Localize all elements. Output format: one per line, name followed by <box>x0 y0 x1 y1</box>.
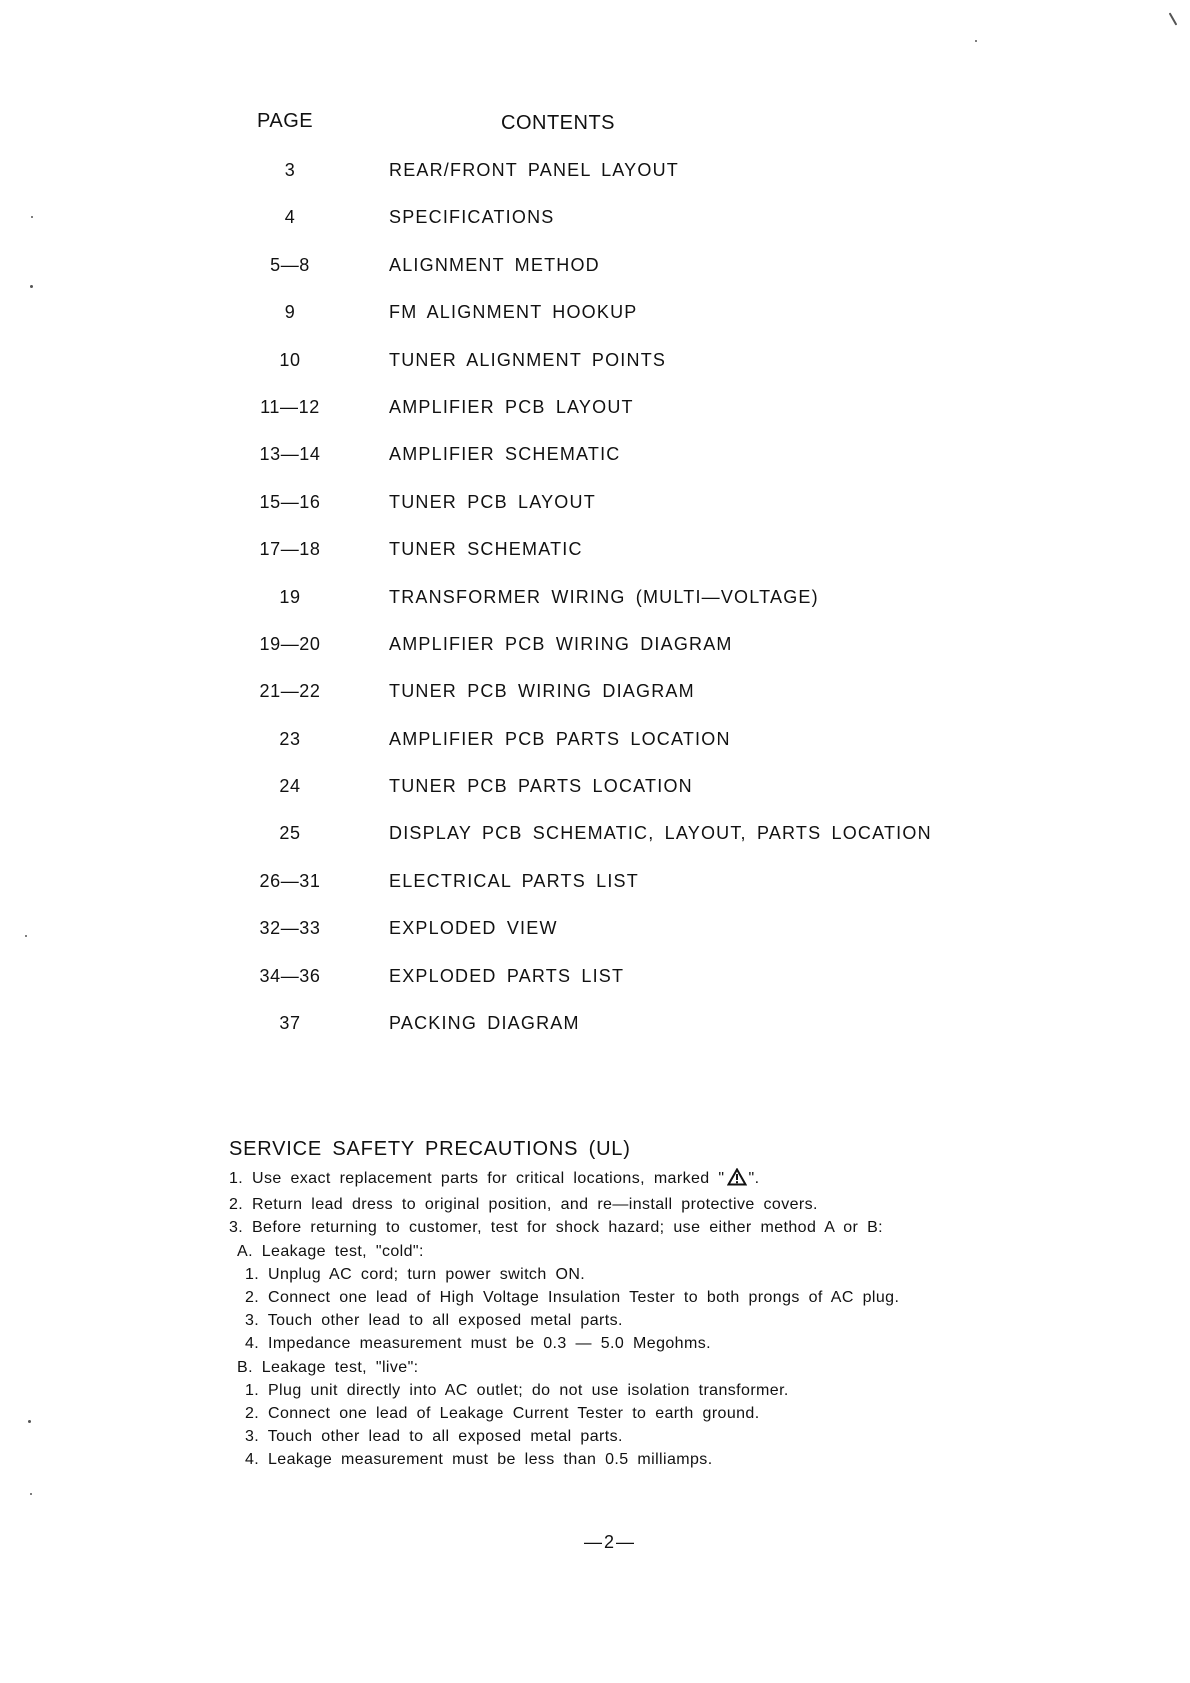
scan-speck <box>31 216 33 218</box>
method-b-step: 1. Plug unit directly into AC outlet; do not use isolation transformer. <box>245 1381 789 1399</box>
safety-item-3: 3. Before returning to customer, test for shock hazard; use either method A or B: <box>229 1219 884 1237</box>
method-a-step: 2. Connect one lead of High Voltage Insulation Tester to both prongs of AC plug. <box>245 1289 900 1307</box>
toc-page-number: 17—18 <box>259 539 321 560</box>
toc-page-number: 9 <box>284 302 296 323</box>
toc-title: TUNER PCB LAYOUT <box>389 491 596 512</box>
contents-column-header: CONTENTS <box>501 112 615 134</box>
toc-page-number: 19 <box>279 586 301 607</box>
safety-item-1 <box>229 1167 1029 1193</box>
toc-title: TUNER SCHEMATIC <box>389 539 583 560</box>
toc-page-number: 34—36 <box>259 965 321 986</box>
toc-row <box>245 675 1005 722</box>
toc-row <box>245 296 1005 343</box>
toc-header <box>257 110 857 140</box>
toc-title: REAR/FRONT PANEL LAYOUT <box>389 160 679 180</box>
method-b-heading: B. Leakage test, "live": <box>237 1358 419 1376</box>
safety-precautions-section <box>229 1138 1029 1472</box>
warning-triangle-icon <box>727 1168 747 1193</box>
toc-title: FM ALIGNMENT HOOKUP <box>389 302 638 323</box>
toc-row <box>245 723 1005 770</box>
toc-row <box>245 438 1005 485</box>
toc-row <box>245 154 1005 201</box>
method-b-step: 3. Touch other lead to all exposed metal parts. <box>245 1428 623 1446</box>
toc-row <box>245 486 1005 533</box>
toc-row <box>245 533 1005 580</box>
toc-page-number: 3 <box>284 160 296 180</box>
toc-page-number: 15—16 <box>259 491 321 512</box>
safety-item-1-text: 1. Use exact replacement parts for critical locations, marked " <box>229 1170 725 1187</box>
method-a-heading: A. Leakage test, "cold": <box>237 1242 424 1260</box>
toc-page-number: 32—33 <box>259 918 321 939</box>
method-a-step: 1. Unplug AC cord; turn power switch ON. <box>245 1265 586 1283</box>
toc-title: PACKING DIAGRAM <box>389 1013 580 1034</box>
toc-title: AMPLIFIER SCHEMATIC <box>389 444 621 465</box>
toc-title: TUNER PCB WIRING DIAGRAM <box>389 681 695 702</box>
toc-page-number: 23 <box>279 728 301 749</box>
scan-speck <box>975 40 977 42</box>
toc-title: TRANSFORMER WIRING (MULTI—VOLTAGE) <box>389 586 819 607</box>
scan-speck <box>25 935 27 937</box>
toc-row <box>245 960 1005 1007</box>
toc-list <box>245 154 1005 1054</box>
toc-page-number: 10 <box>279 349 301 370</box>
toc-page-number: 26—31 <box>259 870 321 891</box>
scan-speck <box>30 1493 32 1495</box>
toc-title: AMPLIFIER PCB LAYOUT <box>389 396 634 417</box>
method-b-step: 2. Connect one lead of Leakage Current Tester to earth ground. <box>245 1405 760 1423</box>
toc-title: ALIGNMENT METHOD <box>389 254 600 275</box>
toc-title: AMPLIFIER PCB PARTS LOCATION <box>389 728 731 749</box>
toc-row <box>245 865 1005 912</box>
toc-row <box>245 817 1005 864</box>
toc-title: DISPLAY PCB SCHEMATIC, LAYOUT, PARTS LOCATION <box>389 823 932 844</box>
toc-row <box>245 770 1005 817</box>
toc-row <box>245 628 1005 675</box>
scan-speck <box>30 285 33 288</box>
toc-row <box>245 391 1005 438</box>
toc-title: SPECIFICATIONS <box>389 207 555 228</box>
toc-page-number: 21—22 <box>259 681 321 702</box>
method-a-step: 3. Touch other lead to all exposed metal parts. <box>245 1312 623 1330</box>
safety-item-2: 2. Return lead dress to original position, and re—install protective covers. <box>229 1196 818 1214</box>
method-b-step: 4. Leakage measurement must be less than 0.5 milliamps. <box>245 1451 713 1469</box>
toc-page-number: 37 <box>279 1013 301 1034</box>
scan-speck <box>28 1420 31 1423</box>
page-number: —2— <box>583 1532 636 1552</box>
toc-title: TUNER PCB PARTS LOCATION <box>389 776 693 797</box>
toc-page-number: 5—8 <box>270 254 310 275</box>
toc-row <box>245 1007 1005 1054</box>
toc-page-number: 4 <box>284 207 296 228</box>
toc-page-number: 19—20 <box>259 633 321 654</box>
toc-row <box>245 201 1005 248</box>
toc-title: EXPLODED PARTS LIST <box>389 965 625 986</box>
toc-page-number: 25 <box>279 823 301 844</box>
toc-row <box>245 912 1005 959</box>
toc-title: ELECTRICAL PARTS LIST <box>389 870 639 891</box>
toc-row <box>245 344 1005 391</box>
safety-item-1-end: ". <box>748 1170 760 1187</box>
toc-page-number: 24 <box>279 776 301 797</box>
safety-title: SERVICE SAFETY PRECAUTIONS (UL) <box>229 1138 631 1160</box>
toc-page-number: 11—12 <box>260 396 320 417</box>
page-column-header: PAGE <box>257 110 314 132</box>
toc-row <box>245 249 1005 296</box>
toc-page-number: 13—14 <box>259 444 321 465</box>
method-a-step: 4. Impedance measurement must be 0.3 — 5.0 Megohms. <box>245 1335 711 1353</box>
toc-title: EXPLODED VIEW <box>389 918 558 939</box>
toc-title: AMPLIFIER PCB WIRING DIAGRAM <box>389 633 733 654</box>
toc-row <box>245 581 1005 628</box>
toc-title: TUNER ALIGNMENT POINTS <box>389 349 667 370</box>
scan-speck <box>1169 12 1178 25</box>
